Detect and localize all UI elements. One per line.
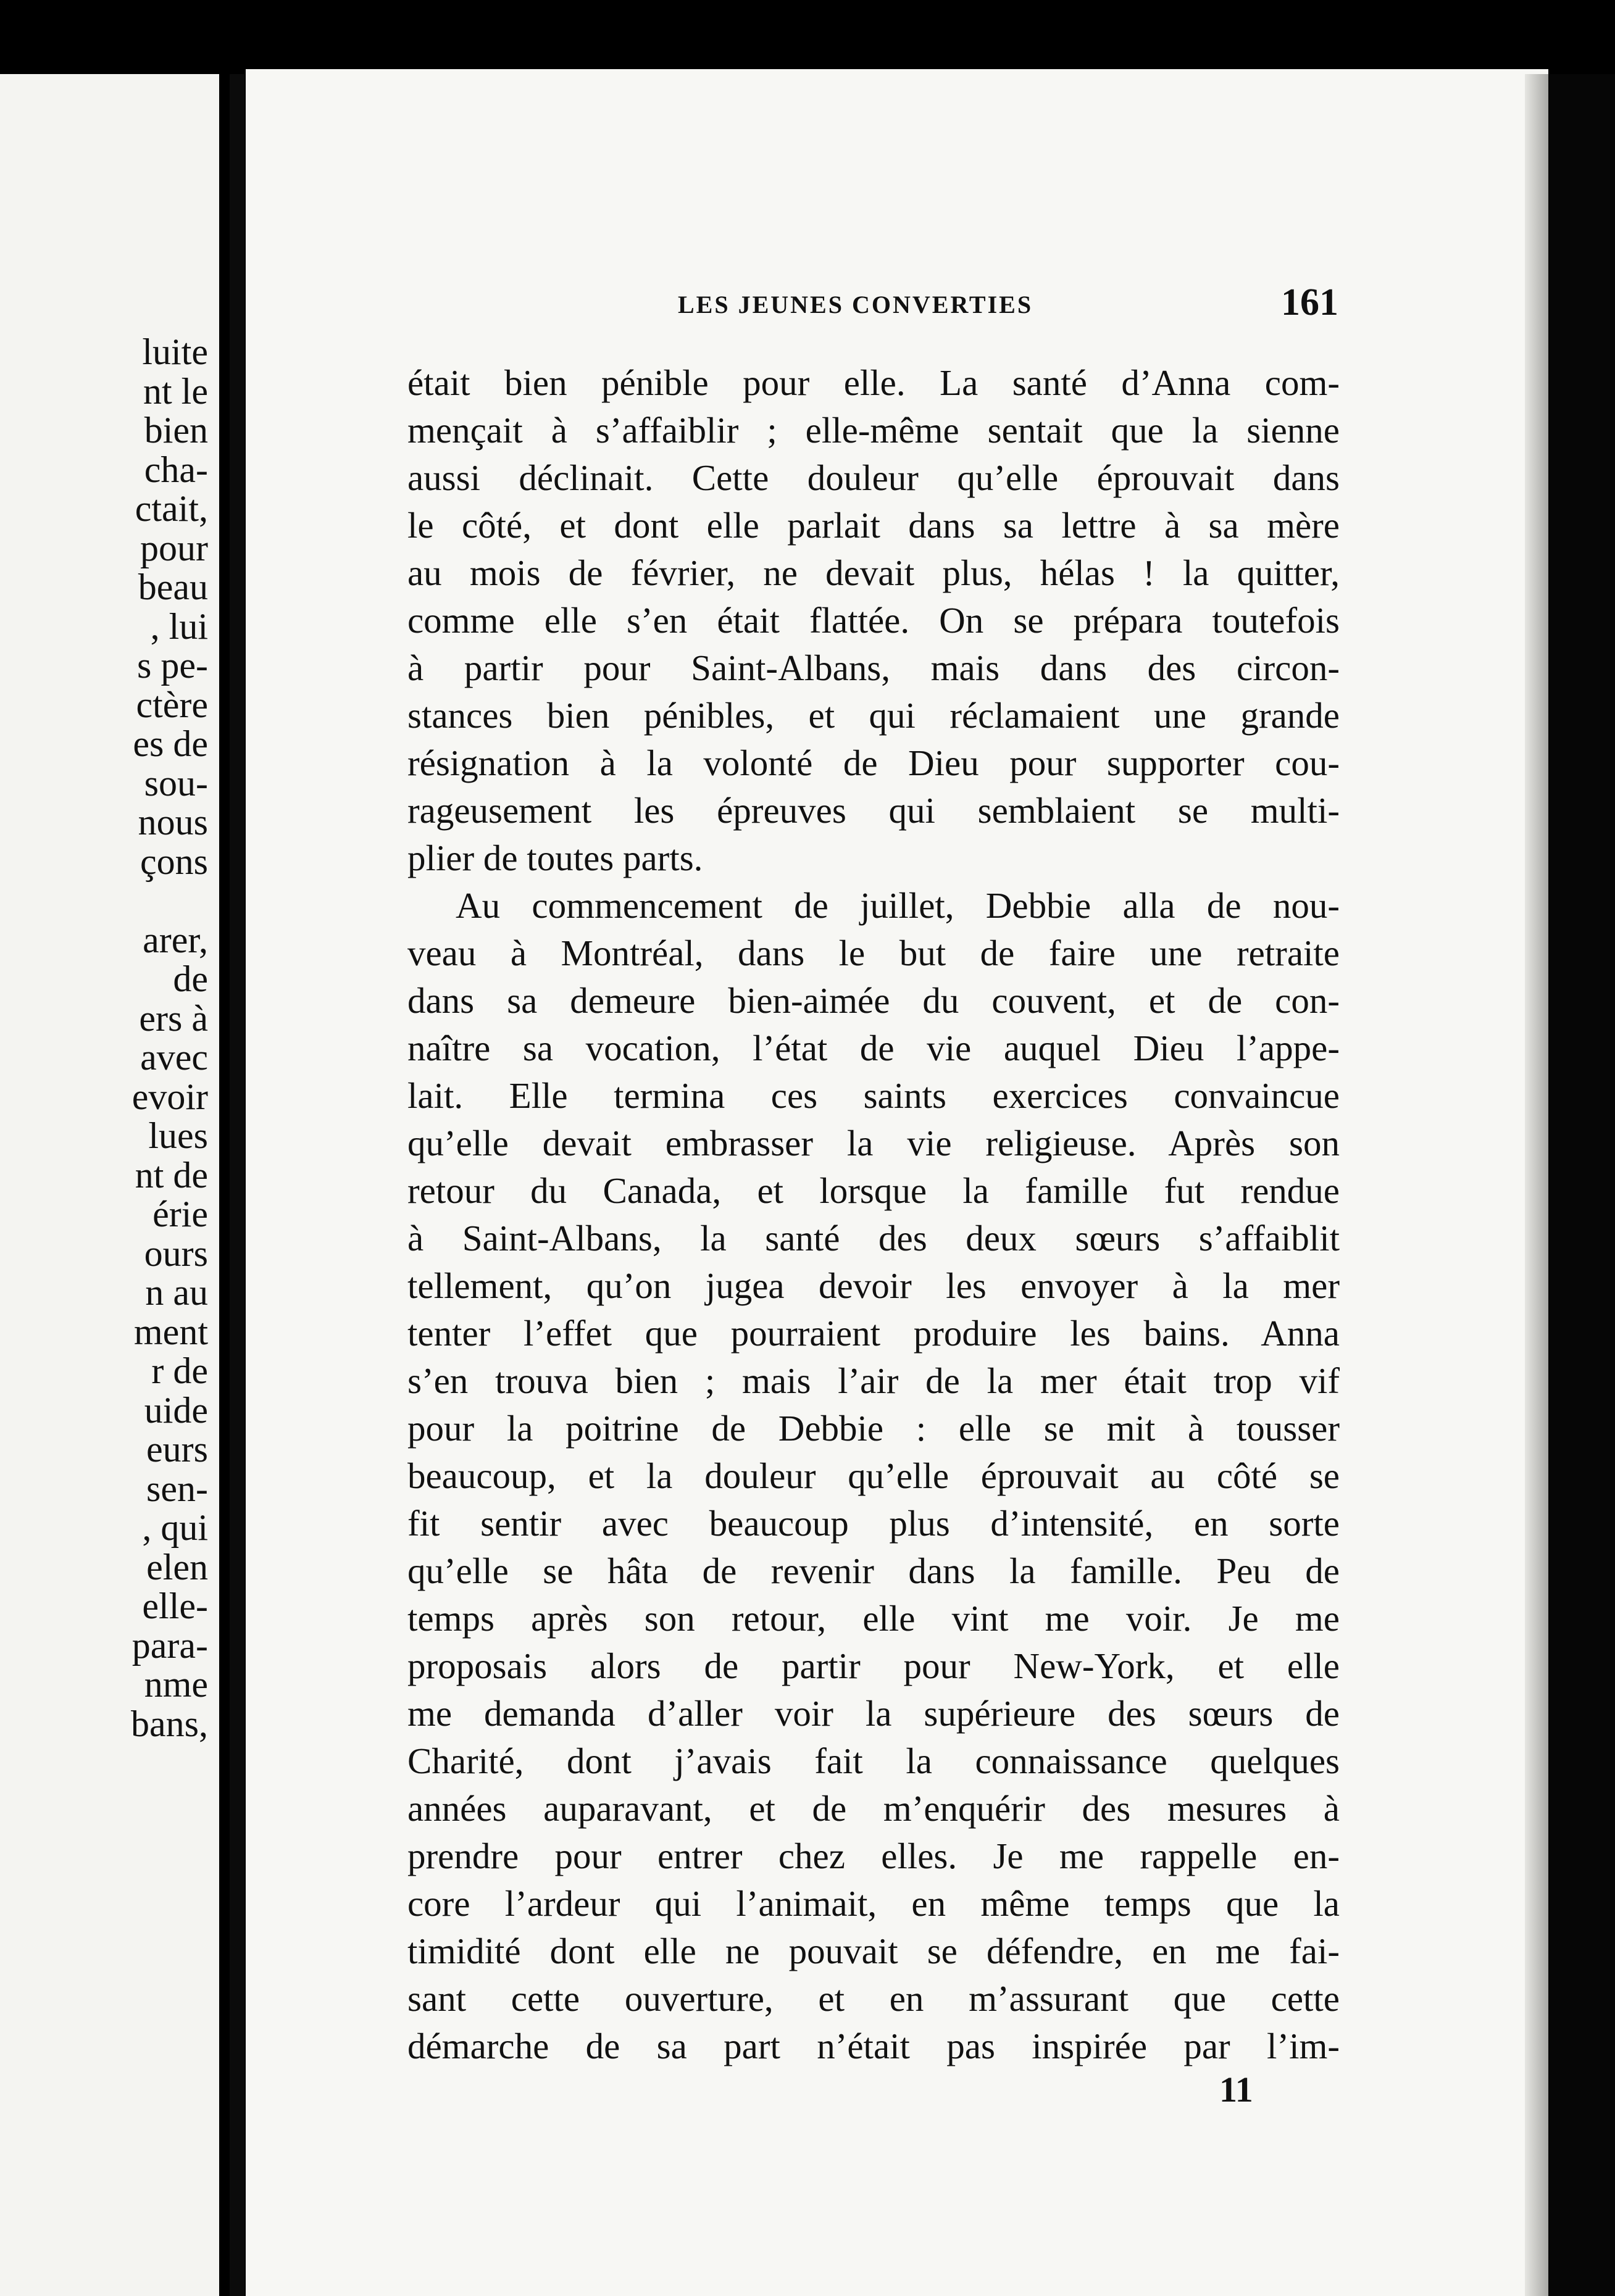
text-line: tellement, qu’on jugea devoir les envoyer à la mer — [407, 1265, 1340, 1306]
text-line: proposais alors de partir pour New-York, et elle — [407, 1645, 1340, 1686]
left-page-fragment: elle- — [142, 1586, 208, 1626]
left-page-fragment: n au — [145, 1272, 208, 1313]
left-page-fragment: sou- — [144, 762, 208, 804]
text-line: fit sentir avec beaucoup plus d’intensité, en sorte — [407, 1503, 1340, 1544]
text-line: comme elle s’en était flattée. On se prépara toutefois — [407, 600, 1340, 641]
text-line: dans sa demeure bien-aimée du couvent, et de con- — [407, 980, 1340, 1021]
text-line: qu’elle se hâta de revenir dans la famille. Peu de — [407, 1550, 1340, 1591]
text-line: Charité, dont j’avais fait la connaissance quelques — [407, 1741, 1340, 1781]
left-page-fragment: ctère — [136, 684, 208, 725]
left-page-fragment: elen — [146, 1546, 208, 1587]
left-page-fragment: , qui — [142, 1507, 208, 1548]
left-page-fragment: ers à — [139, 997, 208, 1039]
text-line: démarche de sa part n’était pas inspirée par l’im- — [407, 2026, 1340, 2066]
left-page-fragment: nous — [138, 802, 208, 842]
left-page-fragment: luite — [142, 331, 208, 372]
text-line: au mois de février, ne devait plus, hélas ! la quitter, — [407, 552, 1340, 593]
text-line: stances bien pénibles, et qui réclamaient une grande — [407, 695, 1340, 736]
body-text — [407, 359, 1340, 2070]
text-line: plier de toutes parts. — [407, 838, 703, 878]
text-line: naître sa vocation, l’état de vie auquel Dieu l’appe- — [407, 1028, 1340, 1068]
left-page-fragment: bien — [144, 410, 208, 451]
text-line: années auparavant, et de m’enquérir des mesures à — [407, 1788, 1340, 1829]
text-line: à Saint-Albans, la santé des deux sœurs s’affaiblit — [407, 1218, 1340, 1258]
text-line: qu’elle devait embrasser la vie religieuse. Après son — [407, 1123, 1340, 1163]
text-line: me demanda d’aller voir la supérieure des sœurs de — [407, 1693, 1340, 1734]
text-line: le côté, et dont elle parlait dans sa lettre à sa mère — [407, 505, 1340, 546]
text-line: résignation à la volonté de Dieu pour supporter cou- — [407, 742, 1340, 783]
left-page-fragment: çons — [140, 841, 208, 882]
text-line: Au commencement de juillet, Debbie alla de nou- — [456, 885, 1340, 926]
left-page-fragment: nme — [144, 1664, 208, 1705]
left-page-fragment: eurs — [146, 1429, 208, 1470]
text-line: prendre pour entrer chez elles. Je me rappelle en- — [407, 1836, 1340, 1876]
text-line: à partir pour Saint-Albans, mais dans des circon- — [407, 647, 1340, 688]
left-page-fragment: avec — [140, 1037, 208, 1078]
text-line: lait. Elle termina ces saints exercices convaincue — [407, 1075, 1340, 1116]
text-line: timidité dont elle ne pouvait se défendre, en me fai- — [407, 1931, 1340, 1971]
scan-background-right — [1548, 74, 1615, 2296]
left-page-fragment: s pe- — [137, 645, 208, 686]
left-page-fragment: r de — [151, 1350, 208, 1391]
page-edge-shadow — [1525, 74, 1548, 2296]
left-page-fragment: de — [173, 959, 208, 999]
left-page-fragment: sen- — [146, 1468, 208, 1509]
left-page-fragment: beau — [138, 567, 208, 607]
left-page-fragment: ment — [134, 1311, 208, 1352]
left-page-fragment: es de — [133, 723, 208, 764]
text-line: core l’ardeur qui l’animait, en même temps que la — [407, 1883, 1340, 1924]
running-title: LES JEUNES CONVERTIES — [678, 291, 1033, 318]
text-line: rageusement les épreuves qui semblaient se multi- — [407, 790, 1340, 831]
text-line: retour du Canada, et lorsque la famille fut rendue — [407, 1170, 1340, 1211]
page-number: 161 — [1281, 281, 1338, 323]
text-line: s’en trouva bien ; mais l’air de la mer était trop vif — [407, 1360, 1340, 1401]
left-page-fragment: bans, — [131, 1703, 208, 1744]
text-line: temps après son retour, elle vint me voir. Je me — [407, 1598, 1340, 1639]
left-page-fragment: nt de — [135, 1154, 208, 1196]
left-page-fragment: érie — [152, 1194, 208, 1234]
text-line: aussi déclinait. Cette douleur qu’elle éprouvait dans — [407, 457, 1340, 498]
left-page-fragment: arer, — [143, 919, 208, 960]
signature-mark: 11 — [1219, 2069, 1253, 2110]
left-page-fragment: ours — [144, 1233, 208, 1274]
left-page-fragment: uide — [144, 1389, 208, 1431]
left-page-fragment: evoir — [131, 1076, 208, 1117]
left-page-fragment: lues — [148, 1115, 208, 1156]
left-page-fragment: para- — [131, 1624, 208, 1666]
text-line: mençait à s’affaiblir ; elle-même sentait que la sienne — [407, 410, 1340, 451]
text-line: sant cette ouverture, et en m’assurant que cette — [407, 1978, 1340, 2019]
left-page-fragment: cha- — [144, 449, 208, 490]
text-line: veau à Montréal, dans le but de faire une retraite — [407, 933, 1340, 973]
left-page-fragment: ctait, — [135, 488, 208, 529]
text-line: tenter l’effet que pourraient produire les bains. Anna — [407, 1313, 1340, 1354]
left-facing-page — [0, 74, 219, 2296]
text-line: pour la poitrine de Debbie : elle se mit à tousser — [407, 1408, 1340, 1449]
left-page-fragment: pour — [140, 527, 208, 568]
left-page-fragment: nt le — [143, 370, 208, 412]
page-gutter — [230, 74, 244, 2296]
text-line: était bien pénible pour elle. La santé d’Anna com- — [407, 362, 1340, 403]
left-page-fragment: , lui — [150, 605, 208, 647]
text-line: beaucoup, et la douleur qu’elle éprouvait au côté se — [407, 1455, 1340, 1496]
